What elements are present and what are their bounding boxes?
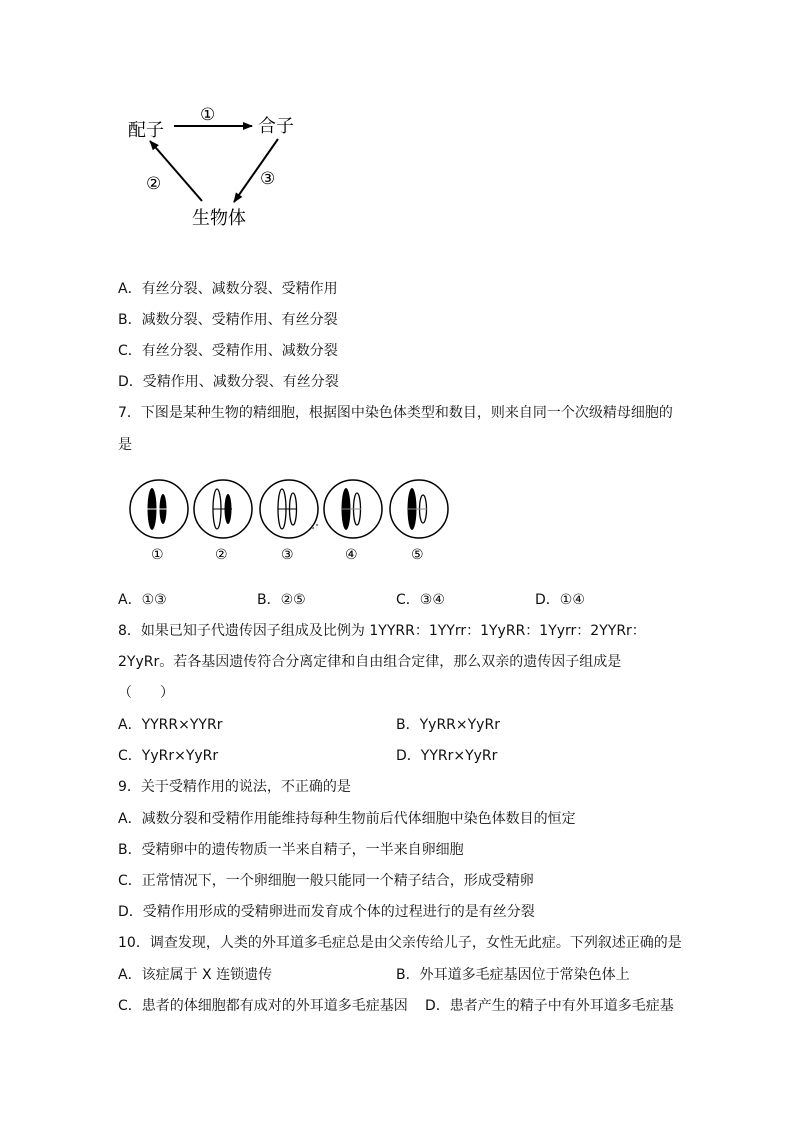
- sperm-cells-figure: [125, 478, 455, 568]
- cell-label-4: ④: [345, 547, 358, 563]
- q7-option-b: B．②⑤: [257, 592, 306, 608]
- q10-option-d: D．患者产生的精子中有外耳道多毛症基: [425, 998, 674, 1014]
- q10-stem: 10．调查发现，人类的外耳道多毛症总是由父亲传给儿子，女性无此症。下列叙述正确的是: [118, 935, 682, 951]
- cell-label-1: ①: [151, 547, 164, 563]
- q10-option-a: A．该症属于 X 连锁遗传: [118, 967, 273, 983]
- q7-stem-line2: 是: [118, 437, 132, 453]
- q8-stem-line1: 8．如果已知子代遗传因子组成及比例为 1YYRR：1YYrr：1YyRR：1Yyrr：2YYRr：: [118, 623, 646, 639]
- node-organism: 生物体: [192, 208, 246, 229]
- cell-label-3: ③: [281, 547, 294, 563]
- q8-option-d: D．YYRr×YyRr: [396, 748, 498, 764]
- q9-option-a: A．减数分裂和受精作用能维持每种生物前后代体细胞中染色体数目的恒定: [118, 811, 576, 827]
- q7-option-a: A．①③: [118, 592, 167, 608]
- cell-5: [390, 480, 448, 538]
- arrow1-label: ①: [200, 105, 216, 125]
- cell-4: [324, 480, 382, 538]
- cell-label-2: ②: [215, 547, 228, 563]
- life-cycle-diagram: [110, 95, 330, 240]
- q7-option-d: D．①④: [535, 592, 585, 608]
- arrow2-label: ②: [146, 174, 162, 194]
- q8-option-b: B．YyRR×YyRr: [396, 717, 500, 733]
- q10-option-c: C．患者的体细胞都有成对的外耳道多毛症基因: [118, 998, 408, 1014]
- q10-option-b: B．外耳道多毛症基因位于常染色体上: [396, 967, 630, 983]
- node-zygote: 合子: [258, 116, 294, 137]
- q8-option-a: A．YYRR×YYRr: [118, 717, 223, 733]
- cell-label-5: ⑤: [411, 547, 424, 563]
- q6-option-a: A．有丝分裂、减数分裂、受精作用: [118, 281, 338, 297]
- q8-option-c: C．YyRr×YyRr: [118, 748, 219, 764]
- cell-1: [130, 480, 188, 538]
- node-gamete: 配子: [128, 120, 164, 141]
- cell-2: [194, 480, 252, 538]
- q6-option-d: D．受精作用、减数分裂、有丝分裂: [118, 374, 339, 390]
- q6-option-b: B．减数分裂、受精作用、有丝分裂: [118, 312, 338, 328]
- q8-stem-line2: 2YyRr。若各基因遗传符合分离定律和自由组合定律，那么双亲的遗传因子组成是: [118, 654, 622, 670]
- q9-option-d: D．受精作用形成的受精卵进而发育成个体的过程进行的是有丝分裂: [118, 904, 535, 920]
- q7-stem-line1: 7．下图是某种生物的精细胞，根据图中染色体类型和数目，则来自同一个次级精母细胞的: [118, 405, 673, 421]
- q9-option-c: C．正常情况下，一个卵细胞一般只能同一个精子结合，形成受精卵: [118, 873, 534, 889]
- q7-option-c: C．③④: [396, 592, 445, 608]
- cell-3: [260, 480, 318, 538]
- arrow3-label: ③: [260, 169, 276, 189]
- q9-option-b: B．受精卵中的遗传物质一半来自精子，一半来自卵细胞: [118, 842, 464, 858]
- q8-stem-line3: （ ）: [118, 685, 174, 701]
- q6-option-c: C．有丝分裂、受精作用、减数分裂: [118, 343, 338, 359]
- q9-stem: 9．关于受精作用的说法，不正确的是: [118, 779, 351, 795]
